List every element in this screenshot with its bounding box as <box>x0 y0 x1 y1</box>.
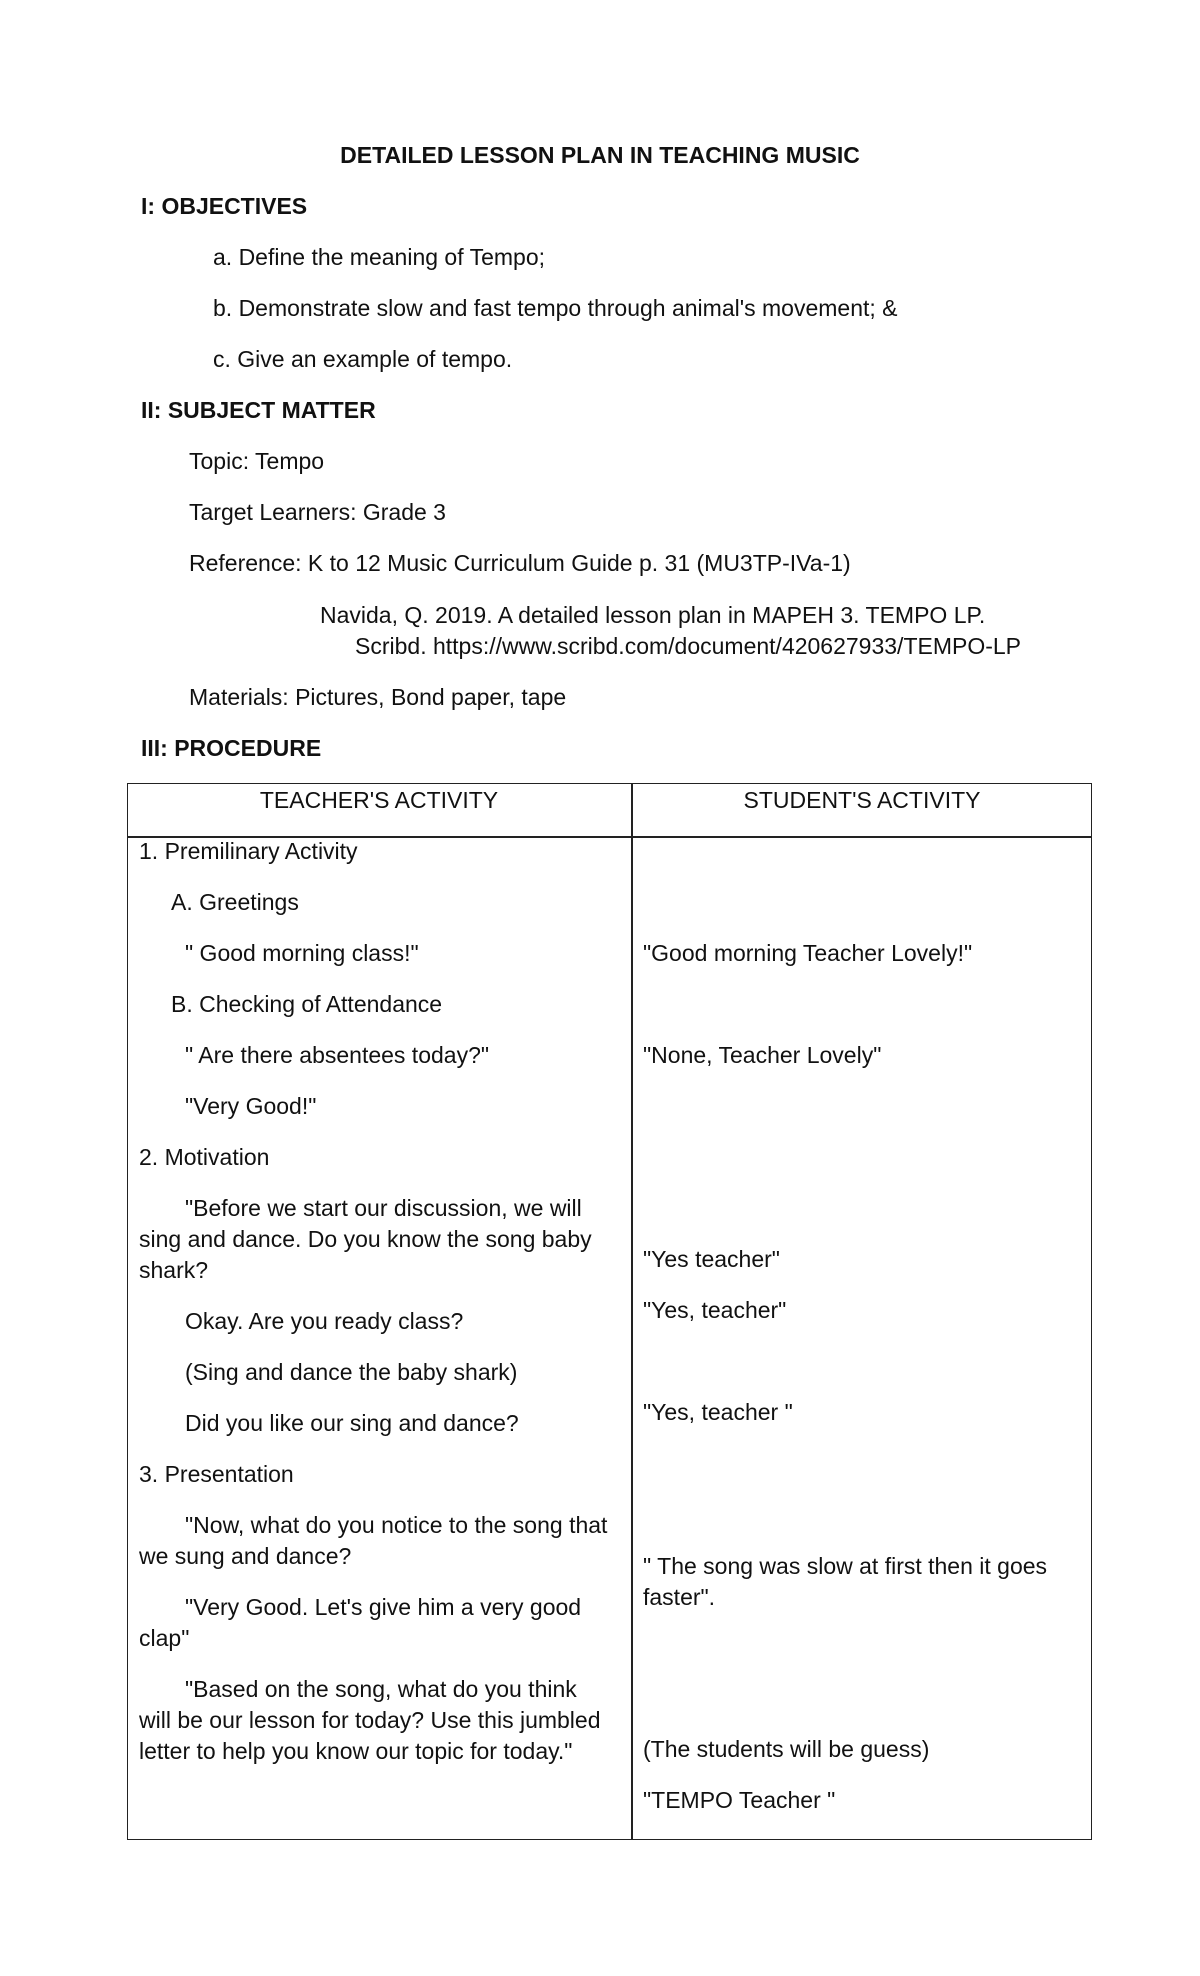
teacher-good-morning: " Good morning class!" <box>185 940 419 966</box>
teacher-preliminary-activity: 1. Premilinary Activity <box>139 838 358 864</box>
table-column-divider <box>631 783 633 1840</box>
objective-c: c. Give an example of tempo. <box>213 346 513 372</box>
student-yes-teacher-1: "Yes teacher" <box>643 1246 780 1272</box>
student-good-morning: "Good morning Teacher Lovely!" <box>643 940 973 966</box>
student-yes-teacher-3: "Yes, teacher " <box>643 1399 793 1425</box>
teacher-motivation-line-2: sing and dance. Do you know the song baby <box>139 1226 592 1252</box>
teacher-presentation: 3. Presentation <box>139 1461 294 1487</box>
procedure-heading: III: PROCEDURE <box>141 735 322 761</box>
teacher-lesson-line-3: letter to help you know our topic for today." <box>139 1738 573 1764</box>
teacher-notice-line-1: "Now, what do you notice to the song that <box>185 1512 608 1538</box>
teacher-ready-class: Okay. Are you ready class? <box>185 1308 464 1334</box>
teacher-checking-attendance: B. Checking of Attendance <box>171 991 443 1017</box>
subject-matter-heading: II: SUBJECT MATTER <box>141 397 376 423</box>
objective-a: a. Define the meaning of Tempo; <box>213 244 546 270</box>
header-teacher-activity: TEACHER'S ACTIVITY <box>259 787 499 813</box>
objectives-heading: I: OBJECTIVES <box>141 193 308 219</box>
student-tempo-teacher: "TEMPO Teacher " <box>643 1787 836 1813</box>
student-yes-teacher-2: "Yes, teacher" <box>643 1297 787 1323</box>
topic-line: Topic: Tempo <box>189 448 325 474</box>
teacher-lesson-line-2: will be our lesson for today? Use this jumbled <box>139 1707 601 1733</box>
reference-line: Reference: K to 12 Music Curriculum Guide p. 31 (MU3TP-IVa-1) <box>189 550 851 576</box>
teacher-motivation-line-3: shark? <box>139 1257 209 1283</box>
teacher-like-sing-dance: Did you like our sing and dance? <box>185 1410 519 1436</box>
reference-citation-1: Navida, Q. 2019. A detailed lesson plan in MAPEH 3. TEMPO LP. <box>320 602 986 628</box>
student-song-slow-line-2: faster". <box>643 1584 716 1610</box>
teacher-motivation-line-1: "Before we start our discussion, we will <box>185 1195 582 1221</box>
teacher-absentees: " Are there absentees today?" <box>185 1042 490 1068</box>
learners-line: Target Learners: Grade 3 <box>189 499 446 525</box>
teacher-motivation: 2. Motivation <box>139 1144 270 1170</box>
teacher-lesson-line-1: "Based on the song, what do you think <box>185 1676 577 1702</box>
student-guess: (The students will be guess) <box>643 1736 930 1762</box>
teacher-clap-line-2: clap" <box>139 1625 190 1651</box>
teacher-clap-line-1: "Very Good. Let's give him a very good <box>185 1594 582 1620</box>
student-none: "None, Teacher Lovely" <box>643 1042 882 1068</box>
header-student-activity: STUDENT'S ACTIVITY <box>743 787 981 813</box>
objective-b: b. Demonstrate slow and fast tempo through animal's movement; & <box>213 295 898 321</box>
teacher-very-good: "Very Good!" <box>185 1093 317 1119</box>
materials-line: Materials: Pictures, Bond paper, tape <box>189 684 567 710</box>
teacher-sing-dance: (Sing and dance the baby shark) <box>185 1359 518 1385</box>
teacher-greetings: A. Greetings <box>171 889 299 915</box>
teacher-notice-line-2: we sung and dance? <box>139 1543 352 1569</box>
page-title: DETAILED LESSON PLAN IN TEACHING MUSIC <box>340 142 860 168</box>
reference-citation-2: Scribd. https://www.scribd.com/document/420627933/TEMPO-LP <box>355 633 1022 659</box>
student-song-slow-line-1: " The song was slow at first then it goes <box>643 1553 1048 1579</box>
